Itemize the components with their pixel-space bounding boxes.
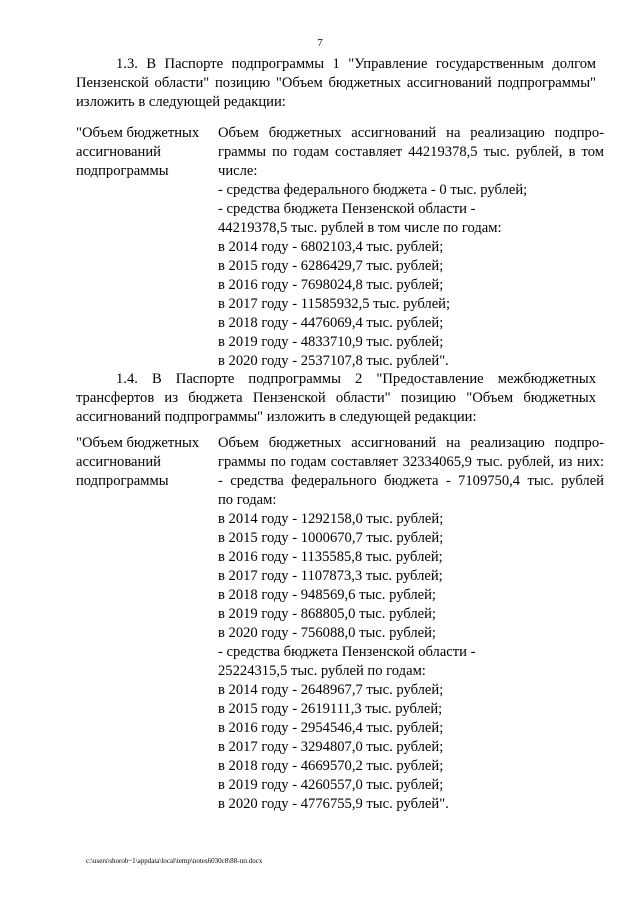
section-1-3-passport-table bbox=[76, 124, 606, 374]
value-line: в 2015 году - 6286429,7 тыс. рублей; bbox=[218, 258, 444, 274]
value-line: по годам: bbox=[218, 492, 277, 508]
value-line: в 2016 году - 7698024,8 тыс. рублей; bbox=[218, 277, 444, 293]
value-line: числе: bbox=[218, 163, 258, 179]
footer-file-path: c:\users\shorob~1\appdata\local\temp\notes6030c8\88-пп.docx bbox=[86, 857, 263, 865]
value-line: в 2016 году - 1135585,8 тыс. рублей; bbox=[218, 549, 443, 565]
value-line: в 2015 году - 2619111,3 тыс. рублей; bbox=[218, 701, 443, 717]
section-1-4-intro: 1.4. В Паспорте подпрограммы 2 "Предоставление межбюджетных трансфертов из бюджета Пензенской области" позицию "Объем бюджетных ассигнований подпрограммы" изложить в следующей редакции: bbox=[76, 371, 596, 425]
value-line: - средства федерального бюджета - 0 тыс. рублей; bbox=[218, 182, 528, 198]
value-line: в 2016 году - 2954546,4 тыс. рублей; bbox=[218, 720, 444, 736]
section-1-3-intro: 1.3. В Паспорте подпрограммы 1 "Управление государственным долгом Пензенской области" позицию "Объем бюджетных ассигнований подпрограммы" изложить в следующей редакции: bbox=[76, 56, 596, 110]
value-line: 44219378,5 тыс. рублей в том числе по годам: bbox=[218, 220, 502, 236]
label-line: подпрограммы bbox=[76, 163, 169, 179]
value-line: в 2017 году - 1107873,3 тыс. рублей; bbox=[218, 568, 443, 584]
value-line: в 2020 году - 756088,0 тыс. рублей; bbox=[218, 625, 436, 641]
value-line: в 2018 году - 4476069,4 тыс. рублей; bbox=[218, 315, 444, 331]
value-line: в 2019 году - 4833710,9 тыс. рублей; bbox=[218, 334, 444, 350]
value-line: в 2019 году - 868805,0 тыс. рублей; bbox=[218, 606, 436, 622]
label-line: подпрограммы bbox=[76, 473, 169, 489]
value-line: граммы по годам составляет 44219378,5 тыс. рублей, в том bbox=[218, 144, 604, 160]
value-line: в 2017 году - 3294807,0 тыс. рублей; bbox=[218, 739, 444, 755]
value-line: в 2014 году - 6802103,4 тыс. рублей; bbox=[218, 239, 444, 255]
value-line: в 2018 году - 948569,6 тыс. рублей; bbox=[218, 587, 436, 603]
section-1-4-value bbox=[218, 434, 604, 814]
section-1-3-value bbox=[218, 124, 604, 371]
value-line: в 2014 году - 1292158,0 тыс. рублей; bbox=[218, 511, 444, 527]
section-1-3-label bbox=[76, 124, 216, 181]
value-line: - средства бюджета Пензенской области - bbox=[218, 201, 476, 217]
value-line: в 2015 году - 1000670,7 тыс. рублей; bbox=[218, 530, 444, 546]
value-line: - средства бюджета Пензенской области - bbox=[218, 644, 476, 660]
section-1-4-passport-table bbox=[76, 434, 606, 819]
value-line: 25224315,5 тыс. рублей по годам: bbox=[218, 663, 426, 679]
value-line: в 2020 году - 4776755,9 тыс. рублей". bbox=[218, 796, 449, 812]
page-number: 7 bbox=[317, 37, 323, 49]
value-line: - средства федерального бюджета - 7109750,4 тыс. рублей bbox=[218, 473, 604, 489]
value-line: в 2017 году - 11585932,5 тыс. рублей; bbox=[218, 296, 451, 312]
value-line: граммы по годам составляет 32334065,9 тыс. рублей, из них: bbox=[218, 454, 604, 470]
section-1-4-label bbox=[76, 434, 216, 491]
value-line: в 2014 году - 2648967,7 тыс. рублей; bbox=[218, 682, 444, 698]
label-line: ассигнований bbox=[76, 144, 161, 160]
value-line: в 2018 году - 4669570,2 тыс. рублей; bbox=[218, 758, 444, 774]
label-line: ассигнований bbox=[76, 454, 161, 470]
value-line: Объем бюджетных ассигнований на реализацию подпро- bbox=[218, 125, 604, 141]
value-line: в 2019 году - 4260557,0 тыс. рублей; bbox=[218, 777, 444, 793]
label-line: "Объем бюджетных bbox=[76, 435, 200, 451]
value-line: в 2020 году - 2537107,8 тыс. рублей". bbox=[218, 353, 449, 369]
value-line: Объем бюджетных ассигнований на реализацию подпро- bbox=[218, 435, 604, 451]
label-line: "Объем бюджетных bbox=[76, 125, 200, 141]
